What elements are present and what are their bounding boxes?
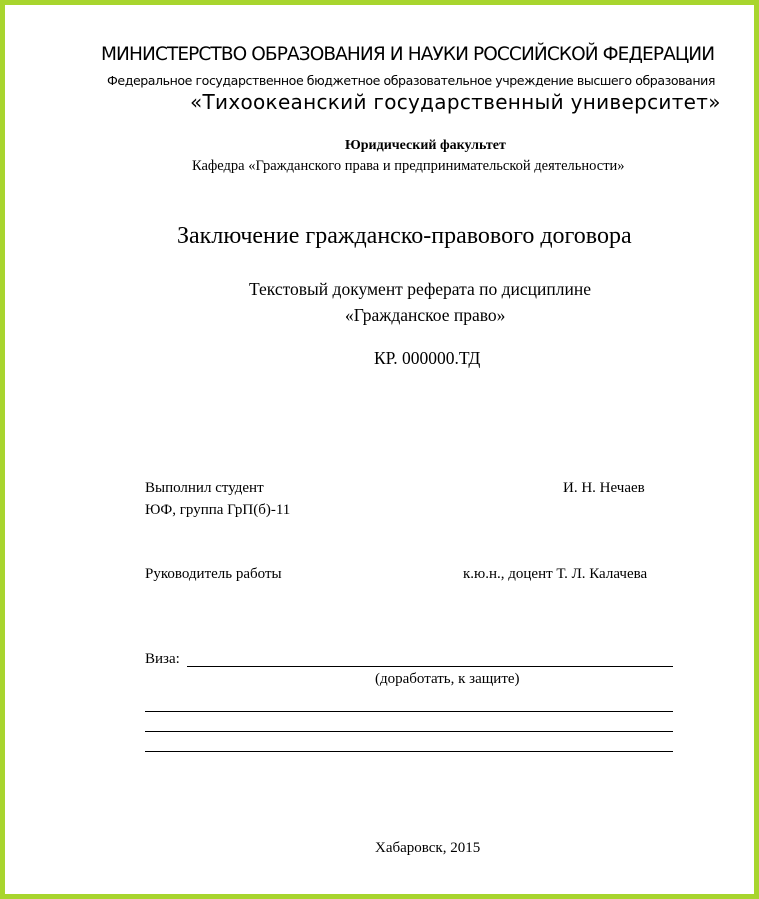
student-name: И. Н. Нечаев — [563, 480, 645, 496]
supervisor-role-label: Руководитель работы — [145, 566, 282, 582]
document-subtitle-line2: «Гражданское право» — [345, 305, 506, 325]
supervisor-name: к.ю.н., доцент Т. Л. Калачева — [463, 566, 648, 582]
blank-line-3 — [145, 751, 673, 752]
student-role-label: Выполнил студент — [145, 480, 264, 496]
institution-type: Федеральное государственное бюджетное образовательное учреждение высшего образования — [107, 73, 715, 88]
visa-hint: (доработать, к защите) — [375, 671, 520, 687]
visa-label: Виза: — [145, 651, 180, 667]
faculty-name: Юридический факультет — [345, 138, 506, 153]
city-year: Хабаровск, 2015 — [375, 840, 481, 856]
document-code: КР. 000000.ТД — [374, 348, 481, 368]
department-name: Кафедра «Гражданского права и предпринимательской деятельности» — [192, 158, 625, 174]
university-name: «Тихоокеанский государственный университет» — [190, 90, 721, 114]
ministry-heading: МИНИСТЕРСТВО ОБРАЗОВАНИЯ И НАУКИ РОССИЙСКОЙ ФЕДЕРАЦИИ — [101, 44, 715, 65]
document-subtitle-line1: Текстовый документ реферата по дисциплине — [249, 279, 591, 299]
student-group: ЮФ, группа ГрП(б)-11 — [145, 502, 291, 518]
visa-signature-line — [187, 666, 673, 667]
blank-line-1 — [145, 711, 673, 712]
blank-line-2 — [145, 731, 673, 732]
document-title: Заключение гражданско-правового договора — [177, 223, 632, 249]
